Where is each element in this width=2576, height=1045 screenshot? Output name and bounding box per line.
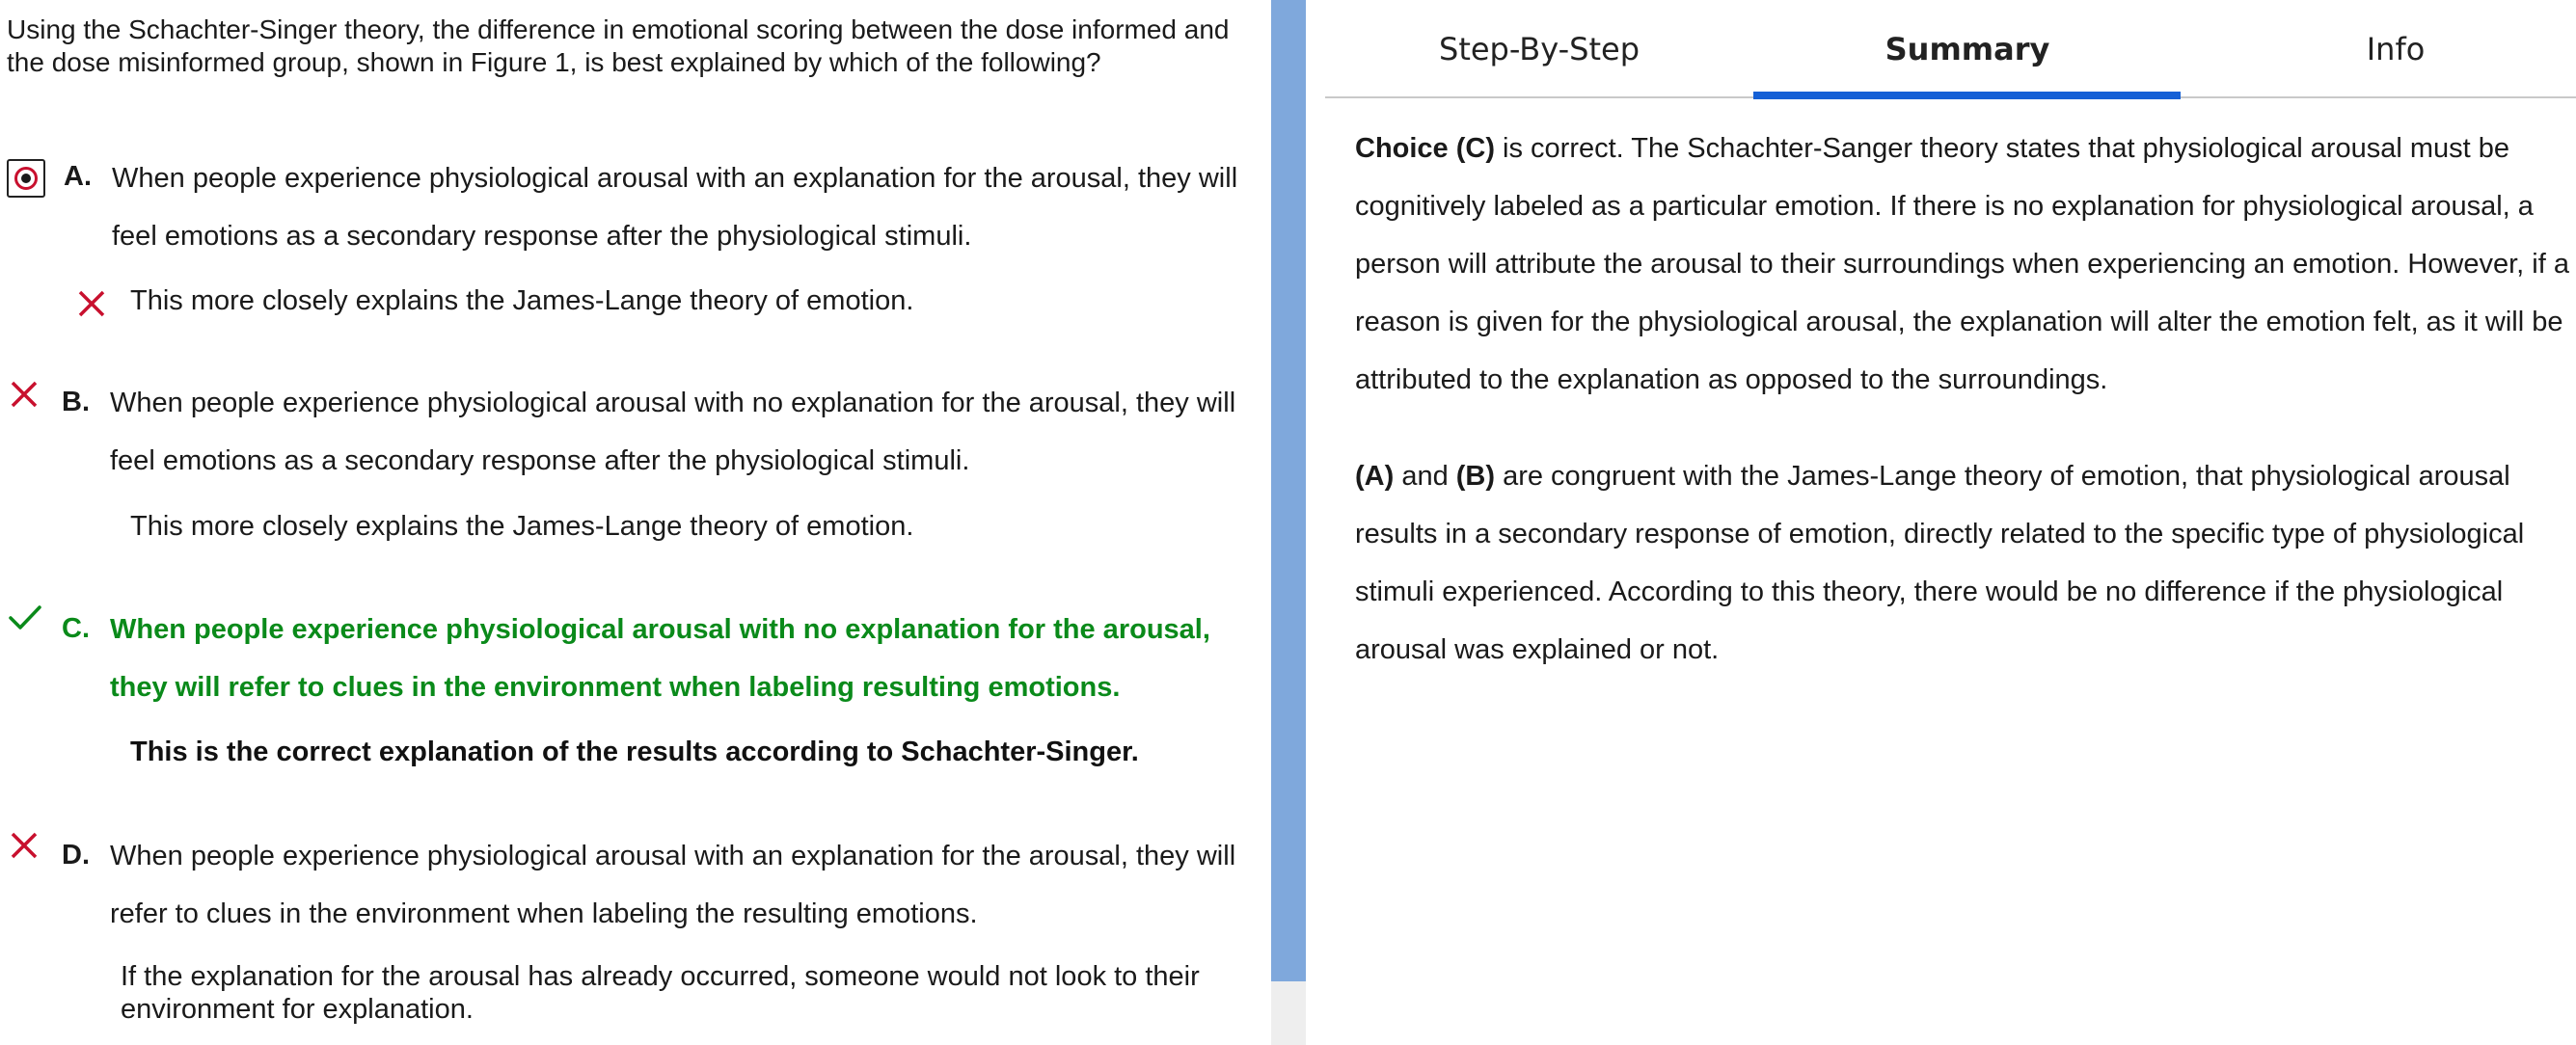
explanation-tabs [1325, 0, 2576, 98]
question-pane [0, 0, 1271, 1045]
question-stem: Using the Schachter-Singer theory, the difference in emotional scoring between the dose informed and the dose misinformed group, shown in Figure 1, is best explained by which of the following? [7, 14, 1230, 77]
scrollbar-thumb[interactable] [1271, 0, 1306, 981]
x-icon [75, 287, 108, 320]
option-rationale: This is the correct explanation of the results according to Schachter-Singer. [130, 737, 1139, 767]
option-letter: C. [62, 613, 90, 644]
x-icon [8, 829, 41, 862]
option-letter: B. [62, 387, 90, 417]
explanation-text: is correct. The Schachter-Sanger theory states that physiological arousal must be cognitively labeled as a particular emotion. If there is no explanation for physiological arousal, a person will attribute the arousal to their surroundings when experiencing an emotion. However, if a reason is given for the physiological arousal, the explanation will alter the emotion felt, as it will be attributed to the explanation as opposed to the surroundings. [1355, 133, 2569, 395]
option-rationale: If the explanation for the arousal has already occurred, someone would not look to their environment for explanation. [121, 961, 1200, 1025]
option-text: When people experience physiological arousal with an explanation for the arousal, they will feel emotions as a secondary response after the physiological stimuli. [112, 163, 1238, 252]
option-letter: D. [62, 840, 90, 871]
tab-step-by-step[interactable]: Step-By-Step [1439, 31, 1640, 67]
check-icon [8, 603, 42, 637]
option-rationale: This more closely explains the James-Lange theory of emotion. [130, 511, 914, 542]
active-tab-indicator [1753, 92, 2181, 99]
option-letter: A. [64, 161, 92, 192]
option-text: When people experience physiological arousal with an explanation for the arousal, they will refer to clues in the environment when labeling the resulting emotions. [110, 841, 1236, 929]
option-text: When people experience physiological arousal with no explanation for the arousal, they will refer to clues in the environment when labeling resulting emotions. [110, 614, 1210, 703]
tab-info[interactable]: Info [2366, 31, 2426, 67]
explanation-paragraph-1 [1355, 120, 2572, 409]
option-text: When people experience physiological arousal with no explanation for the arousal, they will feel emotions as a secondary response after the physiological stimuli. [110, 388, 1236, 476]
conjunction-text: and [1394, 461, 1456, 492]
option-rationale: This more closely explains the James-Lange theory of emotion. [130, 285, 914, 316]
x-icon [8, 378, 41, 411]
tab-summary[interactable]: Summary [1885, 31, 2050, 67]
explanation-paragraph-2 [1355, 447, 2572, 679]
choice-a-label: (A) [1355, 461, 1395, 492]
radio-selected-icon[interactable] [7, 159, 45, 198]
explanation-text: are congruent with the James-Lange theory of emotion, that physiological arousal results in a secondary response of emotion, directly related to the specific type of physiological stimuli experienced. According to this theory, there would be no difference if the physiological arousal was explained or not. [1355, 461, 2525, 665]
choice-b-label: (B) [1455, 461, 1496, 492]
choice-c-label: Choice (C) [1355, 133, 1495, 164]
